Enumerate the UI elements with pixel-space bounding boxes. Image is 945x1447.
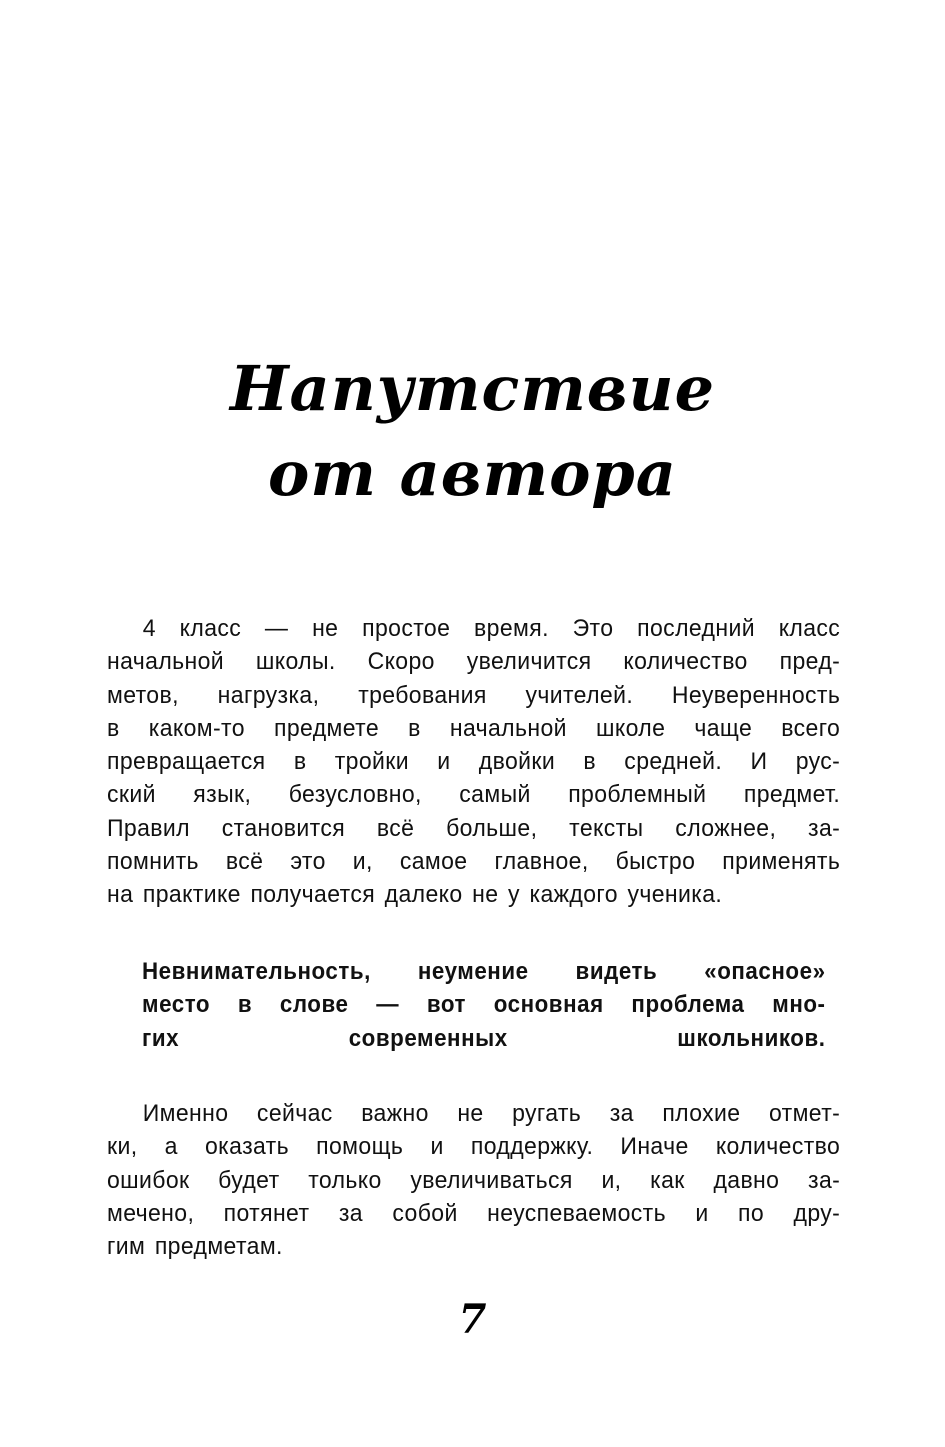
text-line: мечено, потянет за собой неуспеваемость и по дру- <box>107 1199 841 1227</box>
highlighted-paragraph <box>142 955 826 1055</box>
text-line: Именно сейчас важно не ругать за плохие отмет- <box>142 1100 841 1127</box>
chapter-title-line-2: от автора <box>268 437 677 510</box>
text-line: гим предметам. <box>107 1233 283 1261</box>
page-number: 7 <box>458 1296 487 1343</box>
closing-paragraph <box>107 1097 840 1263</box>
text-line: ский язык, безусловно, самый проблемный предмет. <box>107 781 841 809</box>
text-line: ошибок будет только увеличиваться и, как давно за- <box>107 1166 841 1194</box>
text-line: помнить всё это и, самое главное, быстро применять <box>107 848 841 876</box>
text-line: начальной школы. Скоро увеличится количество пред- <box>107 648 841 676</box>
text-line: гих современных школьников. <box>142 1024 826 1052</box>
intro-paragraph <box>107 612 840 912</box>
text-line: Невнимательность, неумение видеть «опасное» <box>142 958 826 985</box>
text-line: превращается в тройки и двойки в средней. И рус- <box>107 748 841 776</box>
chapter-title-line-1: Напутствие <box>229 352 716 425</box>
text-line: метов, нагрузка, требования учителей. Неуверенность <box>107 681 841 709</box>
text-line: место в слове — вот основная проблема мно- <box>142 991 826 1019</box>
text-line: ки, а оказать помощь и поддержку. Иначе количество <box>107 1133 841 1161</box>
text-line: на практике получается далеко не у каждого ученика. <box>107 881 723 909</box>
text-line: 4 класс — не простое время. Это последний класс <box>142 615 841 642</box>
text-line: Правил становится всё больше, тексты сложнее, за- <box>107 814 841 842</box>
text-line: в каком-то предмете в начальной школе чаще всего <box>107 714 841 742</box>
